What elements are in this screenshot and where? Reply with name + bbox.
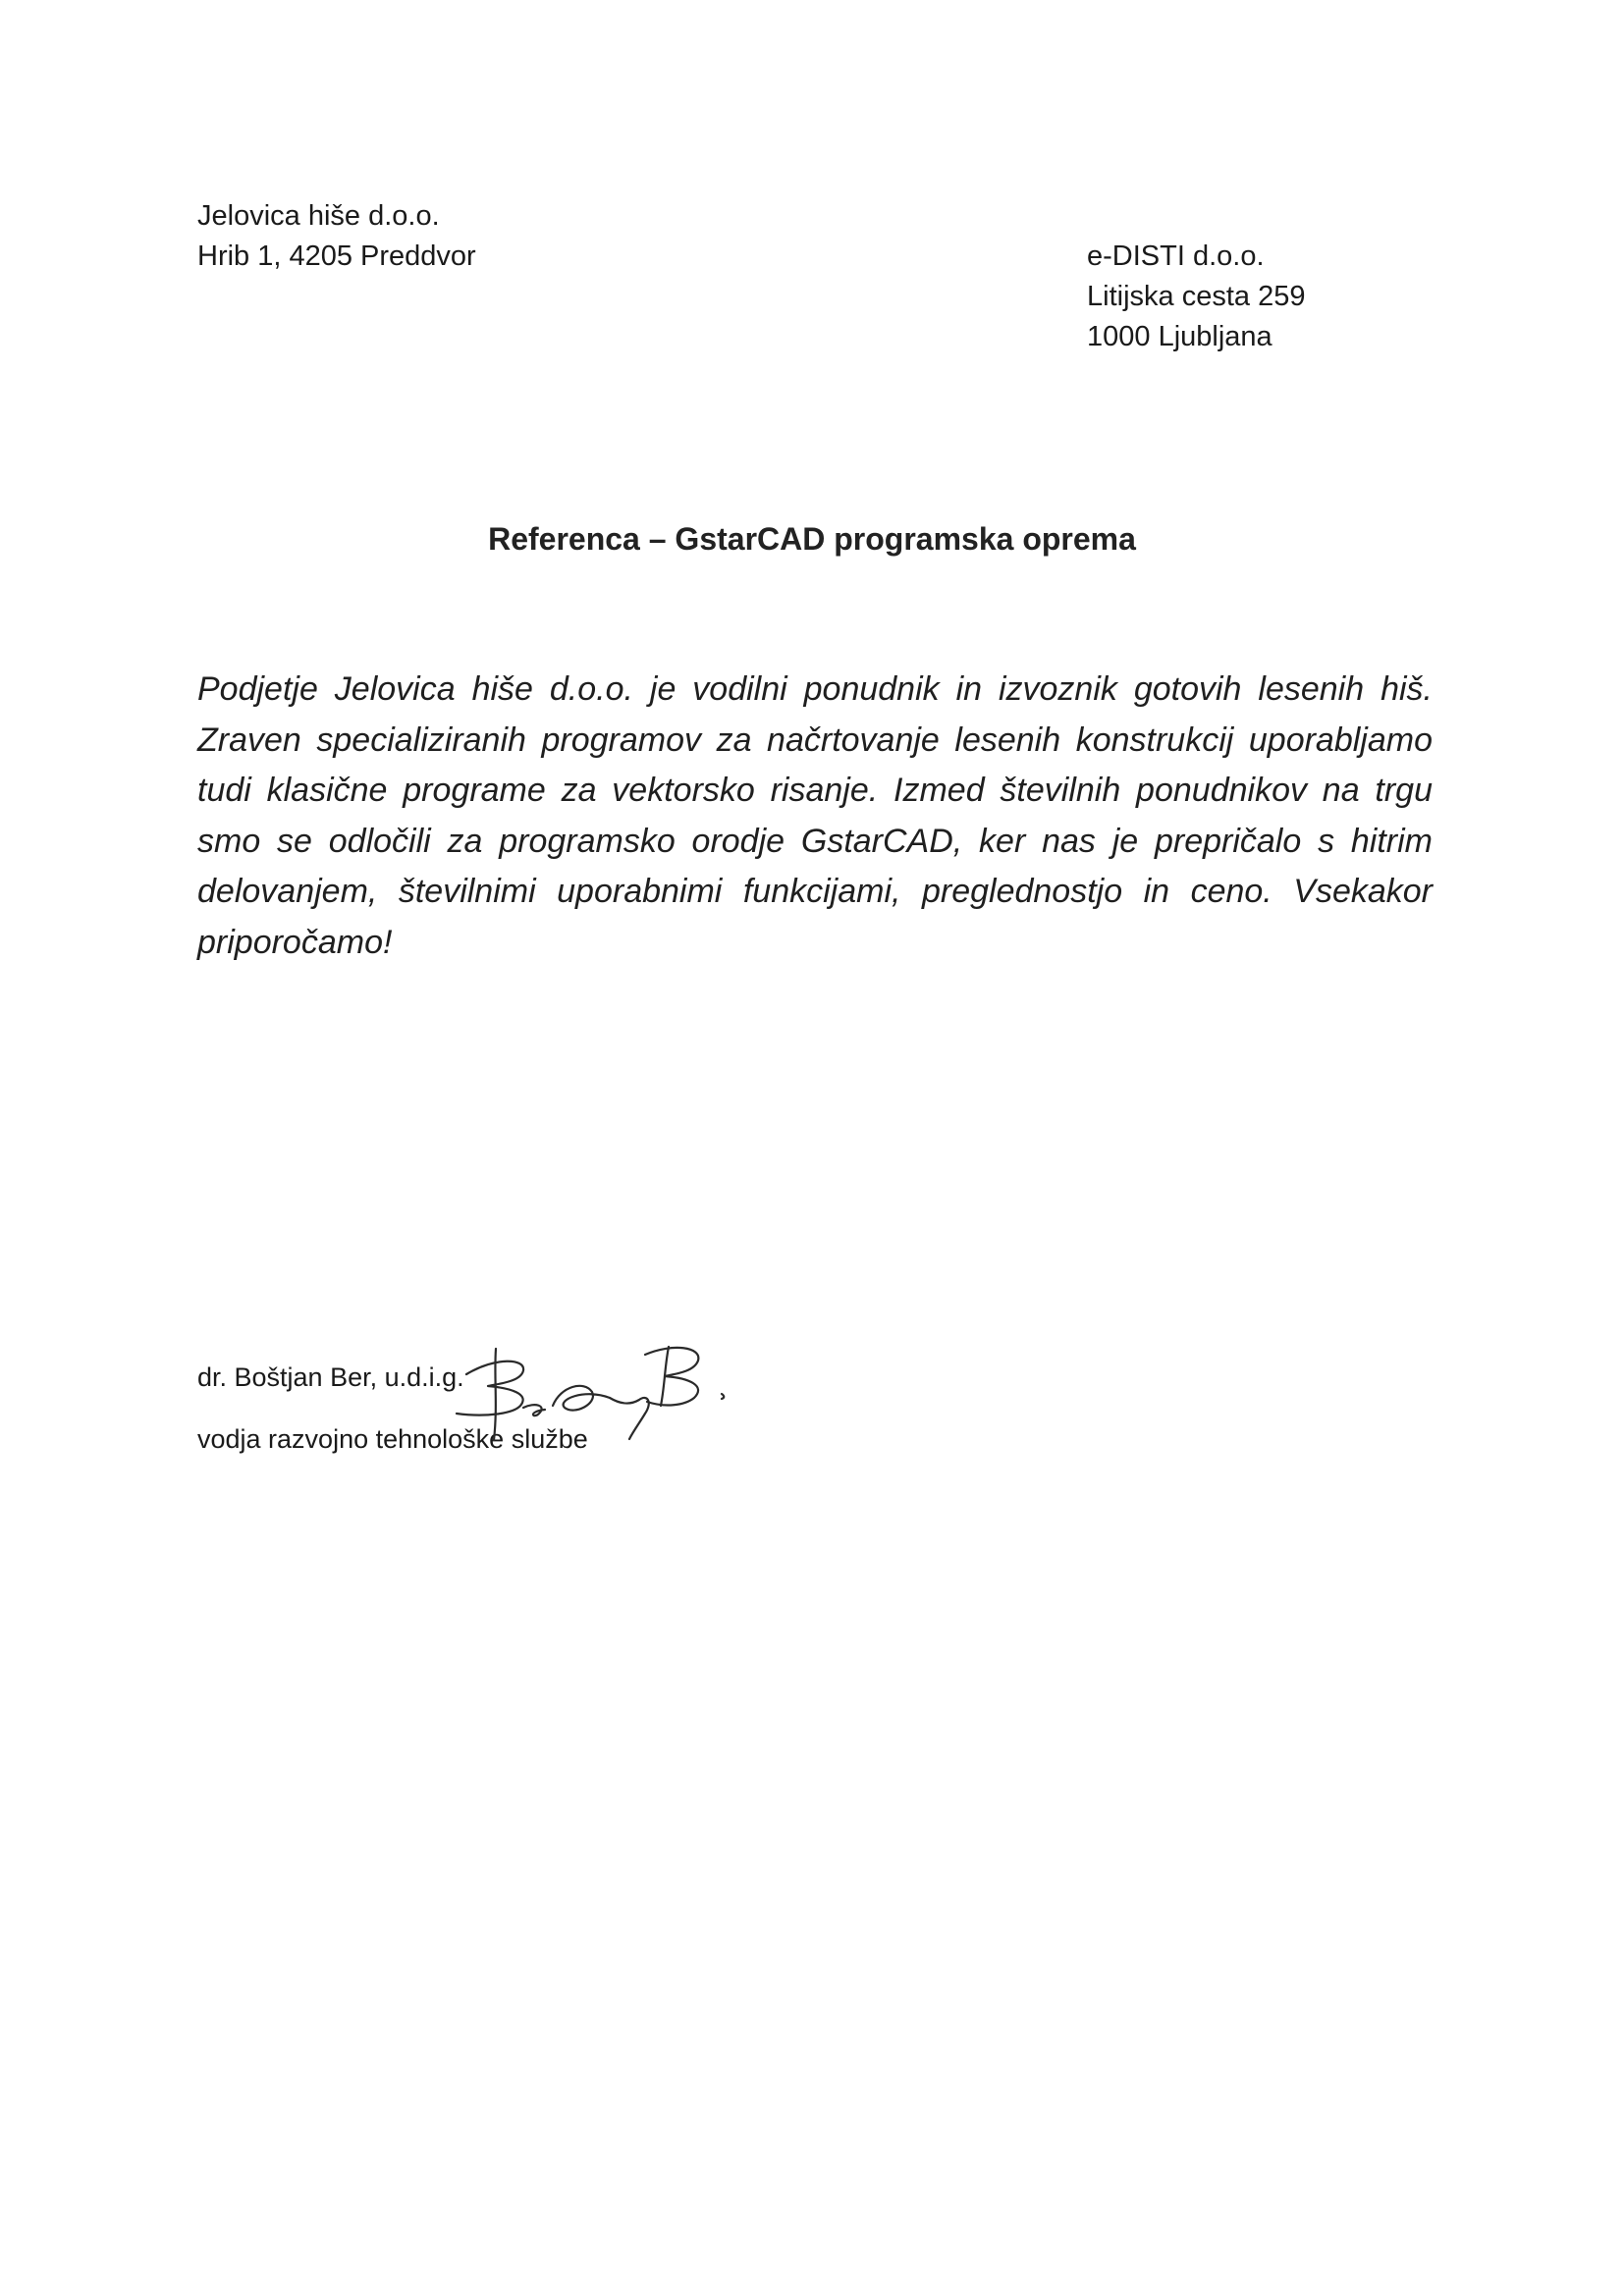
handwritten-signature xyxy=(437,1337,761,1445)
recipient-street: Litijska cesta 259 xyxy=(1087,281,1306,312)
sender-name: Jelovica hiše d.o.o. xyxy=(197,200,440,232)
recipient-city: 1000 Ljubljana xyxy=(1087,321,1272,352)
signatory-role: vodja razvojno tehnološke službe xyxy=(197,1424,588,1454)
letter-body: Podjetje Jelovica hiše d.o.o. je vodilni ponudnik in izvoznik gotovih lesenih hiš. Zraven specializiranih programov za načrtovanje lesenih konstrukcij uporabljamo tudi klasične programe za vektorsko risanje. Izmed številnih ponudnikov na trgu smo se odločili za programsko orodje GstarCAD, ker nas je prepričalo s hitrim delovanjem, številnimi uporabnimi funkcijami, preglednostjo in ceno. Vsekakor priporočamo! xyxy=(197,670,1433,961)
letter-title: Referenca – GstarCAD programska oprema xyxy=(488,521,1136,557)
recipient-name: e-DISTI d.o.o. xyxy=(1087,240,1265,272)
recipient-block xyxy=(1087,237,1305,357)
sender-address: Hrib 1, 4205 Preddvor xyxy=(197,240,476,272)
signatory-name: dr. Boštjan Ber, u.d.i.g. xyxy=(197,1362,464,1392)
sender-block xyxy=(197,196,476,277)
